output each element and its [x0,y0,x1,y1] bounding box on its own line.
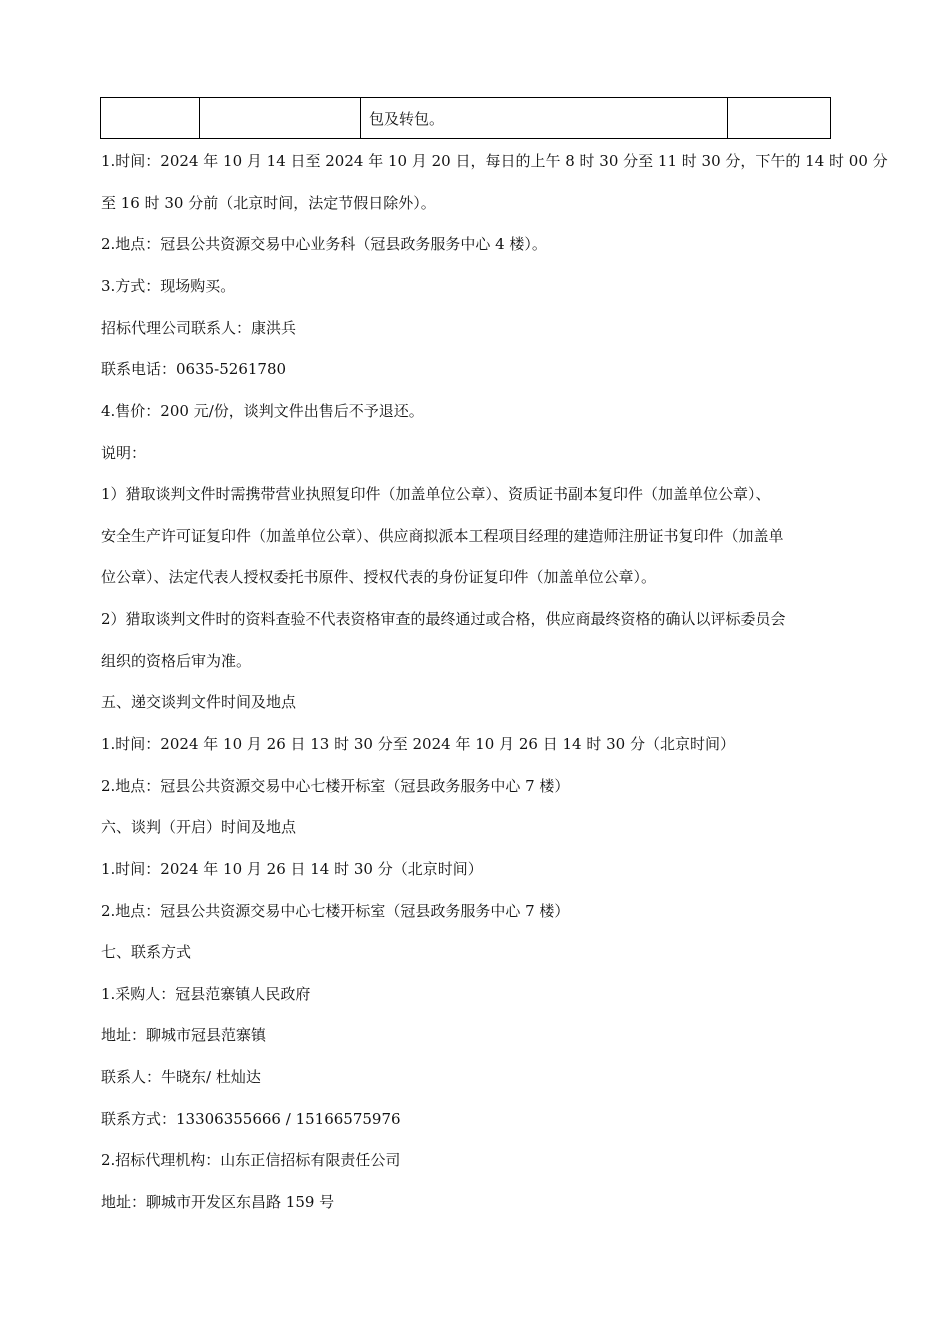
text-line: 2.地点：冠县公共资源交易中心业务科（冠县政务服务中心 4 楼）。 [101,235,547,253]
text-line: 4.售价：200 元/份，谈判文件出售后不予退还。 [101,402,424,420]
text-line: 2.招标代理机构：山东正信招标有限责任公司 [101,1151,401,1169]
continued-table [100,97,831,139]
text-line: 联系方式：13306355666 / 15166575976 [101,1110,401,1128]
table-row [101,98,831,139]
text-line: 说明： [101,444,147,462]
section-heading: 五、递交谈判文件时间及地点 [101,693,297,711]
text-line: 1.时间：2024 年 10 月 14 日至 2024 年 10 月 20 日，每日的上午 8 时 30 分至 11 时 30 分，下午的 14 时 00 分 [101,152,888,170]
table-cell [101,98,200,139]
text-line: 2）猎取谈判文件时的资料查验不代表资格审查的最终通过或合格，供应商最终资格的确认以评标委员会 [101,610,786,628]
table-cell [728,98,831,139]
text-line: 组织的资格后审为准。 [101,652,252,670]
text-line: 位公章）、法定代表人授权委托书原件、授权代表的身份证复印件（加盖单位公章）。 [101,568,657,586]
text-line: 安全生产许可证复印件（加盖单位公章）、供应商拟派本工程项目经理的建造师注册证书复印件（加盖单 [101,527,784,545]
text-line: 3.方式：现场购买。 [101,277,236,295]
text-line: 联系人：牛晓东/ 杜灿达 [101,1068,261,1086]
text-line: 2.地点：冠县公共资源交易中心七楼开标室（冠县政务服务中心 7 楼） [101,902,570,920]
section-heading: 六、谈判（开启）时间及地点 [101,818,297,836]
text-line: 1.时间：2024 年 10 月 26 日 14 时 30 分（北京时间） [101,860,483,878]
text-line: 地址：聊城市开发区东昌路 159 号 [101,1193,335,1211]
text-line: 1.时间：2024 年 10 月 26 日 13 时 30 分至 2024 年 10 月 26 日 14 时 30 分（北京时间） [101,735,735,753]
section-heading: 七、联系方式 [101,943,192,961]
table-cell [200,98,361,139]
table-cell: 包及转包。 [361,98,728,139]
text-line: 2.地点：冠县公共资源交易中心七楼开标室（冠县政务服务中心 7 楼） [101,777,570,795]
text-line: 至 16 时 30 分前（北京时间，法定节假日除外）。 [101,194,436,212]
text-line: 招标代理公司联系人：康洪兵 [101,319,297,337]
text-line: 1）猎取谈判文件时需携带营业执照复印件（加盖单位公章）、资质证书副本复印件（加盖单位公章）、 [101,485,771,503]
text-line: 1.采购人：冠县范寨镇人民政府 [101,985,311,1003]
text-line: 地址：聊城市冠县范寨镇 [101,1026,267,1044]
text-line: 联系电话：0635-5261780 [101,360,287,378]
